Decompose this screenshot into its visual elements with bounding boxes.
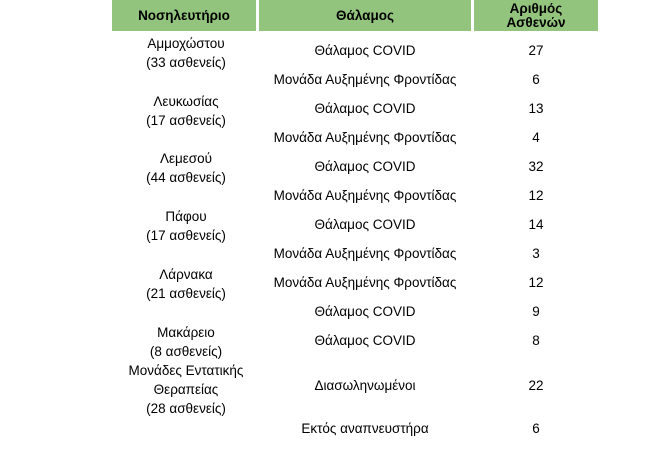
count-cell: 3	[532, 246, 540, 261]
ward-cell: Θάλαμος COVID	[314, 101, 416, 116]
hospital-name: Λευκωσίας	[153, 94, 219, 109]
header-hospital-label: Νοσηλευτήριο	[138, 7, 230, 23]
hospital-patients: (8 ασθενείς)	[149, 344, 223, 359]
header-count-line1: Αριθμός	[509, 1, 563, 16]
hospital-patients: (21 ασθενείς)	[146, 286, 226, 301]
count-cell: 9	[532, 304, 540, 319]
count-cell: 32	[528, 159, 544, 174]
hospital-patients: (17 ασθενείς)	[146, 228, 226, 243]
ward-cell: Μονάδα Αυξημένης Φροντίδας	[273, 188, 457, 203]
hospital-cell-makareio	[112, 323, 260, 361]
count-cell: 14	[528, 217, 544, 232]
header-patient-count	[474, 0, 598, 31]
hospital-name: Πάφου	[165, 209, 207, 224]
hospital-name: Αμμοχώστου	[147, 36, 225, 51]
ward-cell: Θάλαμος COVID	[314, 304, 416, 319]
count-cell: 4	[532, 130, 540, 145]
ward-cell: Θάλαμος COVID	[314, 159, 416, 174]
hospital-patients: (44 ασθενείς)	[146, 170, 226, 185]
hospital-occupancy-table	[112, 0, 598, 459]
count-cell: 13	[528, 101, 544, 116]
ward-cell: Εκτός αναπνευστήρα	[301, 421, 429, 436]
hospital-cell-icu	[112, 361, 260, 418]
hospital-cell-ammochostos	[112, 34, 260, 72]
count-cell: 22	[528, 378, 544, 393]
header-ward	[259, 0, 471, 31]
hospital-patients: (17 ασθενείς)	[146, 113, 226, 128]
ward-cell: Θάλαμος COVID	[314, 43, 416, 58]
hospital-name: Λεμεσού	[159, 151, 213, 166]
ward-cell: Θάλαμος COVID	[314, 333, 416, 348]
count-cell: 6	[532, 421, 540, 436]
count-cell: 6	[532, 72, 540, 87]
ward-cell: Μονάδα Αυξημένης Φροντίδας	[273, 275, 457, 290]
header-ward-label: Θάλαμος	[336, 7, 394, 23]
ward-cell: Μονάδα Αυξημένης Φροντίδας	[273, 246, 457, 261]
header-count-line2: Ασθενών	[506, 15, 566, 30]
hospital-name-continued: Θεραπείας	[153, 382, 219, 397]
hospital-patients: (33 ασθενείς)	[146, 55, 226, 70]
count-cell: 12	[528, 188, 544, 203]
hospital-patients: (28 ασθενείς)	[146, 401, 226, 416]
ward-cell: Διασωληνωμένοι	[314, 378, 416, 393]
hospital-name: Μακάρειο	[157, 325, 215, 340]
hospital-name: Λάρνακα	[159, 267, 213, 282]
hospital-cell-larnaka	[112, 265, 260, 303]
count-cell: 8	[532, 333, 540, 348]
count-cell: 12	[528, 275, 544, 290]
ward-cell: Θάλαμος COVID	[314, 217, 416, 232]
hospital-cell-lefkosia	[112, 92, 260, 130]
hospital-name: Μονάδες Εντατικής	[128, 363, 244, 378]
header-hospital	[112, 0, 256, 31]
count-cell: 27	[528, 43, 544, 58]
ward-cell: Μονάδα Αυξημένης Φροντίδας	[273, 72, 457, 87]
hospital-cell-lemesos	[112, 149, 260, 187]
hospital-cell-pafos	[112, 207, 260, 245]
ward-cell: Μονάδα Αυξημένης Φροντίδας	[273, 130, 457, 145]
